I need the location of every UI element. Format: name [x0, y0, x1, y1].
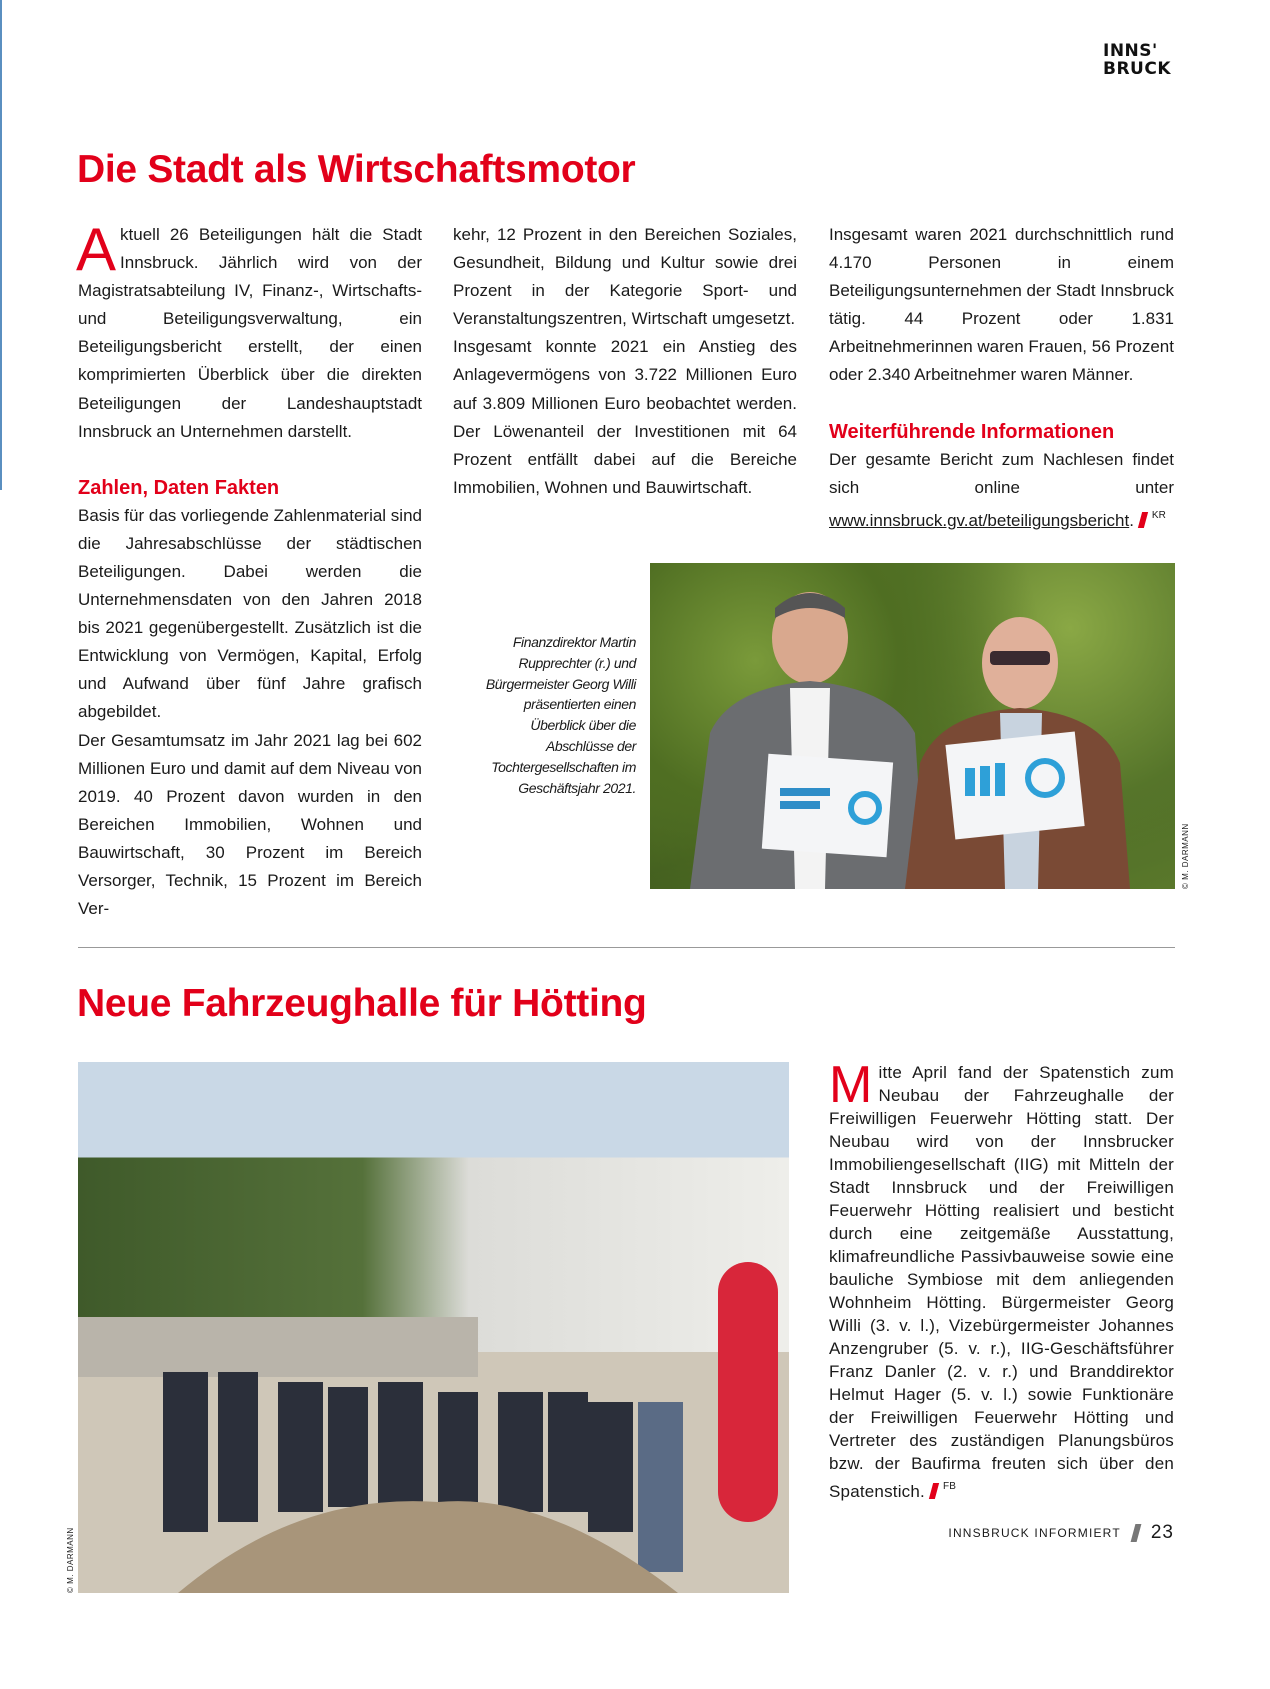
footer-slash-icon — [1130, 1524, 1141, 1542]
innsbruck-logo — [1103, 42, 1175, 78]
photo-credit: © M. DARMANN — [1181, 823, 1190, 889]
article2-title: Neue Fahrzeughalle für Hötting — [77, 982, 647, 1025]
page-footer — [948, 1522, 1174, 1544]
paragraph: Der Gesamtumsatz im Jahr 2021 lag bei 602 Millionen Euro und damit auf dem Niveau von 2019. 40 Prozent davon wurden in den Bereichen Immobilien, Wohnen und Bauwirtschaft, 30 Prozent im Bereich Versorger, Technik, 15 Prozent im Bereich Ver- — [78, 730, 422, 919]
end-slash-icon — [929, 1483, 939, 1499]
article1-column-3 — [829, 221, 1174, 535]
article1-column-1 — [76, 216, 422, 923]
subheading-zahlen: Zahlen, Daten Fakten — [78, 476, 280, 499]
paragraph: kehr, 12 Prozent in den Bereichen Soziales, Gesundheit, Bildung und Kultur sowie drei Prozent in der Kategorie Sport- und Veranstaltungszentren, Wirtschaft umgesetzt. — [453, 225, 797, 329]
page-edge-marker — [0, 0, 2, 490]
article1-column-2 — [453, 221, 797, 502]
photo-credit: © M. DARMANN — [66, 1527, 75, 1593]
report-link[interactable]: www.innsbruck.gv.at/beteiligungsbericht — [829, 510, 1130, 530]
end-slash-icon — [1138, 512, 1148, 528]
intro-paragraph: ktuell 26 Beteiligungen hält die Stadt Innsbruck. Jährlich wird von der Magistratsabteilung IV, Finanz-, Wirtschafts- und Beteiligungsverwaltung, ein Beteiligungsbericht erstellt, der einen komprimierten Überblick über die direkten Beteiligungen der Landeshauptstadt Innsbruck an Unternehmen darstellt. — [78, 225, 422, 441]
photo-people-illustration — [650, 563, 1175, 889]
author-initials: FB — [942, 1481, 957, 1492]
logo-line-2: BRUCK — [1103, 59, 1172, 79]
paragraph: Basis für das vorliegende Zahlenmaterial sind die Jahresabschlüsse der städtischen Beteiligungen. Dabei werden die Unternehmensdaten von den Jahren 2018 bis 2021 gegenübergestellt. Zusätzlich ist die Entwicklung von Vermögen, Kapital, Erfolg und Aufwand über fünf Jahre grafisch abgebildet. — [78, 505, 422, 722]
photo-groundbreaking-ceremony — [78, 1062, 789, 1593]
author-initials: KR — [1151, 509, 1166, 521]
drop-cap: A — [76, 216, 117, 283]
paragraph: Der gesamte Bericht zum Nachlesen findet sich online unter — [829, 449, 1174, 497]
page-number: 23 — [1150, 1522, 1174, 1543]
photo-caption: Finanzdirektor Martin Rupprechter (r.) und Bürgermeister Georg Willi präsentierten einen Überblick über die Abschlüsse der Tochtergesellschaften im Geschäftsjahr 2021. — [485, 634, 636, 796]
paragraph: Insgesamt waren 2021 durchschnittlich rund 4.170 Personen in einem Beteiligungsunternehmen der Stadt Innsbruck tätig. 44 Prozent oder 1.831 Arbeitnehmerinnen waren Frauen, 56 Prozent oder 2.340 Arbeitnehmer waren Männer. — [829, 225, 1174, 385]
paragraph: Insgesamt konnte 2021 ein Anstieg des Anlagevermögens von 3.722 Millionen Euro auf 3.809 Millionen Euro beobachtet werden. Der Löwenanteil der Investitionen mit 64 Prozent entfällt dabei auf die Bereiche Immobilien, Wohnen und Bauwirtschaft. — [453, 337, 797, 497]
photo-ceremony-illustration — [78, 1062, 789, 1593]
subheading-weiterfuehrende: Weiterführende Informationen — [829, 420, 1115, 443]
section-divider — [78, 947, 1175, 948]
article2-paragraph: itte April fand der Spatenstich zum Neubau der Fahrzeughalle der Freiwilligen Feuerwehr Hötting statt. Der Neubau wird von der Innsbrucker Immobiliengesellschaft (IIG) mit Mitteln der Stadt Innsbruck und der Freiwilligen Feuerwehr Hötting realisiert und besticht durch eine zeitgemäße Ausstattung, klimafreundliche Passivbauweise sowie eine bauliche Symbiose mit dem anliegenden Wohnheim Hötting. Bürgermeister Georg Willi (3. v. l.), Vizebürgermeister Johannes Anzengruber (5. v. r.), IIG-Geschäftsführer Franz Danler (2. v. r.) und Branddirektor Helmut Hager (5. v. l.) sowie Funktionäre der Freiwilligen Feuerwehr Hötting und Vertreter des zuständigen Planungsbüros bzw. der Baufirma freuten sich über den Spatenstich. — [829, 1063, 1174, 1501]
article2-body — [829, 1056, 1174, 1503]
drop-cap: M — [829, 1056, 873, 1114]
link-suffix: . — [1129, 510, 1134, 530]
photo-mayor-and-finance-director — [650, 563, 1175, 889]
publication-name: INNSBRUCK INFORMIERT — [948, 1526, 1121, 1540]
logo-line-1: INNS' — [1103, 41, 1158, 61]
article1-title: Die Stadt als Wirtschaftsmotor — [77, 148, 636, 191]
